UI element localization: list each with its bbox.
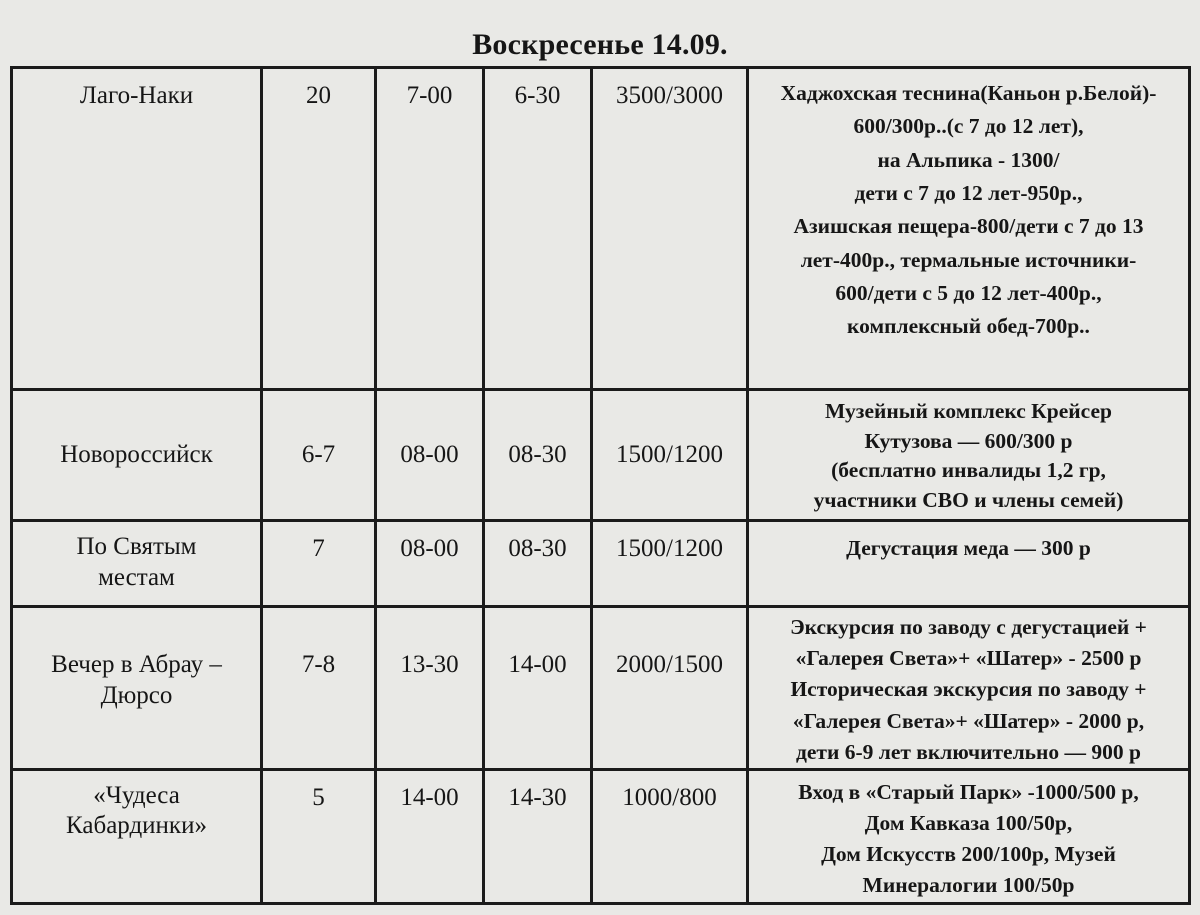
notes-line: Азишская пещера-800/дети с 7 до 13 xyxy=(793,214,1144,239)
destination-line: Вечер в Абрау – xyxy=(51,651,222,678)
gather-time-cell: 14-00 xyxy=(484,607,592,770)
gather-time-cell: 08-30 xyxy=(484,521,592,607)
depart-time-cell: 7-00 xyxy=(376,68,484,390)
destination-line: Новороссийск xyxy=(60,440,213,468)
notes-line: Экскурсия по заводу с дегустацией + xyxy=(790,615,1147,639)
duration-cell: 20 xyxy=(262,68,376,390)
table-row xyxy=(12,769,1190,903)
notes-line: лет-400р., термальные источники- xyxy=(800,247,1137,272)
notes-cell xyxy=(748,68,1190,390)
destination-line: Лаго-Наки xyxy=(79,82,194,109)
notes-cell xyxy=(748,769,1190,903)
gather-time-cell: 6-30 xyxy=(484,68,592,390)
notes-line: Дом Искусств 200/100р, Музей xyxy=(821,842,1116,867)
price-cell: 1000/800 xyxy=(592,769,748,903)
depart-time-cell: 13-30 xyxy=(376,607,484,770)
destination-cell xyxy=(12,390,262,521)
destination-cell xyxy=(12,521,262,607)
duration-cell: 6-7 xyxy=(262,390,376,521)
destination-cell xyxy=(12,68,262,390)
duration-cell: 5 xyxy=(262,769,376,903)
notes-line: дети 6-9 лет включительно — 900 р xyxy=(795,739,1141,764)
notes-cell xyxy=(748,390,1190,521)
gather-time-cell: 08-30 xyxy=(484,390,592,521)
notes-line: Хаджохская теснина(Каньон р.Белой)- xyxy=(780,81,1157,105)
notes-line: Музейный комплекс Крейсер xyxy=(825,399,1112,423)
notes-line: Дегустация меда — 300 р xyxy=(846,536,1091,560)
price-cell: 2000/1500 xyxy=(592,607,748,770)
table-row xyxy=(12,521,1190,607)
notes-line: Вход в «Старый Парк» -1000/500 р, xyxy=(798,779,1139,804)
destination-line: По Святым xyxy=(76,533,197,560)
price-cell: 1500/1200 xyxy=(592,521,748,607)
destination-line: Дюрсо xyxy=(100,681,173,709)
notes-cell xyxy=(748,607,1190,770)
notes-line: комплексный обед-700р.. xyxy=(847,314,1090,339)
price-cell: 1500/1200 xyxy=(592,390,748,521)
notes-line: «Галерея Света»+ «Шатер» - 2500 р xyxy=(795,646,1142,671)
destination-cell xyxy=(12,769,262,903)
table-row xyxy=(12,390,1190,521)
depart-time-cell: 08-00 xyxy=(376,521,484,607)
notes-line: Историческая экскурсия по заводу + xyxy=(790,677,1147,702)
depart-time-cell: 14-00 xyxy=(376,769,484,903)
duration-cell: 7 xyxy=(262,521,376,607)
notes-line: (бесплатно инвалиды 1,2 гр, xyxy=(831,458,1106,483)
depart-time-cell: 08-00 xyxy=(376,390,484,521)
duration-cell: 7-8 xyxy=(262,607,376,770)
destination-line: «Чудеса xyxy=(93,781,180,809)
table-row xyxy=(12,68,1190,390)
destination-line: Кабардинки» xyxy=(66,812,207,840)
notes-cell xyxy=(748,521,1190,607)
notes-line: 600/дети с 5 до 12 лет-400р., xyxy=(835,280,1102,305)
tour-schedule-table xyxy=(10,66,1191,905)
page-title: Воскресенье 14.09. xyxy=(472,28,728,61)
notes-line: Минералогии 100/50р xyxy=(862,873,1075,898)
notes-line: участники СВО и члены семей) xyxy=(813,487,1124,512)
notes-line: «Галерея Света»+ «Шатер» - 2000 р, xyxy=(792,708,1145,733)
notes-line: дети с 7 до 12 лет-950р., xyxy=(854,180,1083,205)
notes-line: Дом Кавказа 100/50р, xyxy=(864,811,1073,836)
gather-time-cell: 14-30 xyxy=(484,769,592,903)
price-cell: 3500/3000 xyxy=(592,68,748,390)
notes-line: на Альпика - 1300/ xyxy=(877,147,1060,172)
notes-line: 600/300р..(с 7 до 12 лет), xyxy=(853,114,1084,139)
table-row xyxy=(12,607,1190,770)
notes-line: Кутузова — 600/300 р xyxy=(864,428,1073,453)
destination-cell xyxy=(12,607,262,770)
destination-line: местам xyxy=(98,563,175,591)
